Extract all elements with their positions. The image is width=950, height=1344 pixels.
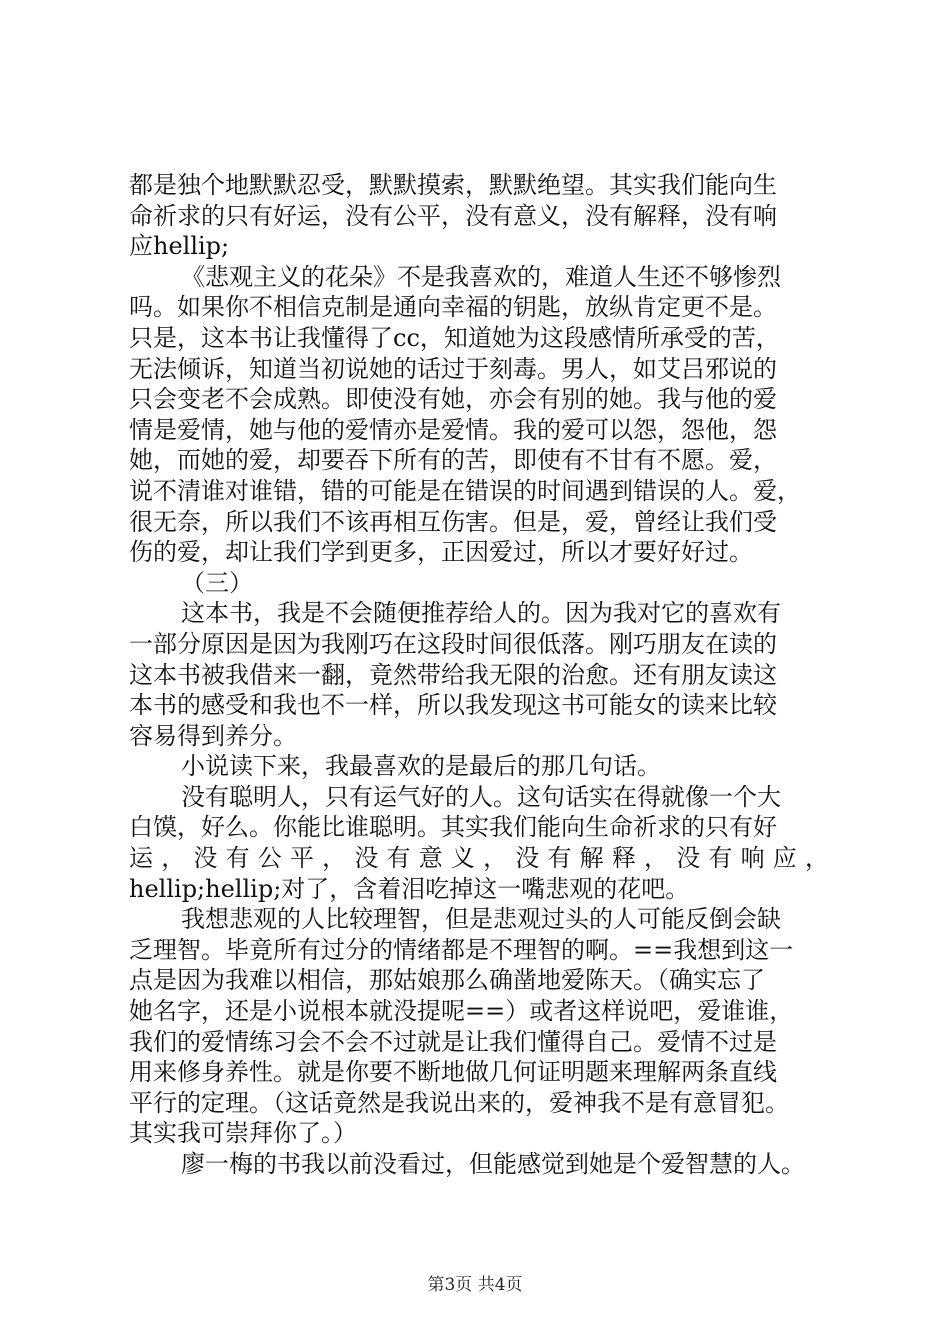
text-line: 无法倾诉，知道当初说她的话过于刻毒。男人，如艾吕邪说的 xyxy=(129,354,777,383)
text-line: hellip;hellip;对了，含着泪吃掉这一嘴悲观的花吧。 xyxy=(129,874,690,903)
text-line: 她，而她的爱，却要吞下所有的苦，即使有不甘有不愿。爱， xyxy=(129,446,777,475)
text-line: 本书的感受和我也不一样，所以我发现这书可能女的读来比较 xyxy=(129,691,777,720)
text-line: 白馍，好么。你能比谁聪明。其实我们能向生命祈求的只有好 xyxy=(129,813,777,842)
text-line: 应hellip; xyxy=(129,232,230,261)
text-line: 廖一梅的书我以前没看过，但能感觉到她是个爱智慧的人。 xyxy=(181,1150,805,1178)
text-line: 情是爱情，她与他的爱情亦是爱情。我的爱可以怨，怨他，怨 xyxy=(129,415,777,444)
text-line: 点是因为我难以相信，那姑娘那么确凿地爱陈天。（确实忘了 xyxy=(129,966,765,995)
text-line: 说不清谁对谁错，错的可能是在错误的时间遇到错误的人。爱， xyxy=(129,476,801,505)
text-line: 小说读下来，我最喜欢的是最后的那几句话。 xyxy=(181,752,661,781)
text-line: 我想悲观的人比较理智，但是悲观过头的人可能反倒会缺 xyxy=(181,905,781,934)
text-line: 伤的爱，却让我们学到更多，正因爱过，所以才要好好过。 xyxy=(129,538,753,567)
text-line: 只会变老不会成熟。即使没有她，亦会有别的她。我与他的爱 xyxy=(129,385,777,414)
text-line: 用来修身养性。就是你要不断地做几何证明题来理解两条直线 xyxy=(129,1058,777,1087)
page-footer: 第3页 共4页 xyxy=(427,1275,523,1295)
text-line: 容易得到养分。 xyxy=(129,721,297,750)
text-line: 只是，这本书让我懂得了cc，知道她为这段感情所承受的苦， xyxy=(129,323,780,352)
text-line: 没有聪明人，只有运气好的人。这句话实在得就像一个大 xyxy=(181,782,781,811)
text-line: 都是独个地默默忍受，默默摸索，默默绝望。其实我们能向生 xyxy=(129,171,777,199)
text-line: 这本书被我借来一翻，竟然带给我无限的治愈。还有朋友读这 xyxy=(129,660,777,689)
text-line: 其实我可崇拜你了。） xyxy=(129,1119,357,1148)
text-line: （三） xyxy=(181,568,253,597)
text-line: 一部分原因是因为我刚巧在这段时间很低落。刚巧朋友在读的 xyxy=(129,629,777,658)
text-line: 命祈求的只有好运，没有公平，没有意义，没有解释，没有响 xyxy=(129,201,777,230)
text-line: 吗。如果你不相信克制是通向幸福的钥匙，放纵肯定更不是。 xyxy=(129,293,777,322)
document-body xyxy=(129,170,829,1180)
text-line: 很无奈，所以我们不该再相互伤害。但是，爱，曾经让我们受 xyxy=(129,507,777,536)
text-line: 这本书，我是不会随便推荐给人的。因为我对它的喜欢有 xyxy=(181,599,781,628)
text-line: 我们的爱情练习会不会不过就是让我们懂得自己。爱情不过是 xyxy=(129,1027,777,1056)
text-line: 乏理智。毕竟所有过分的情绪都是不理智的啊。==我想到这一 xyxy=(129,935,794,964)
text-line: 《悲观主义的花朵》不是我喜欢的，难道人生还不够惨烈 xyxy=(181,262,781,291)
text-line: 平行的定理。（这话竟然是我说出来的，爱神我不是有意冒犯。 xyxy=(129,1088,789,1117)
text-line: 她名字，还是小说根本就没提呢==）或者这样说吧，爱谁谁， xyxy=(129,997,794,1026)
text-line: 运，没有公平，没有意义，没有解释，没有响应， xyxy=(129,844,829,873)
